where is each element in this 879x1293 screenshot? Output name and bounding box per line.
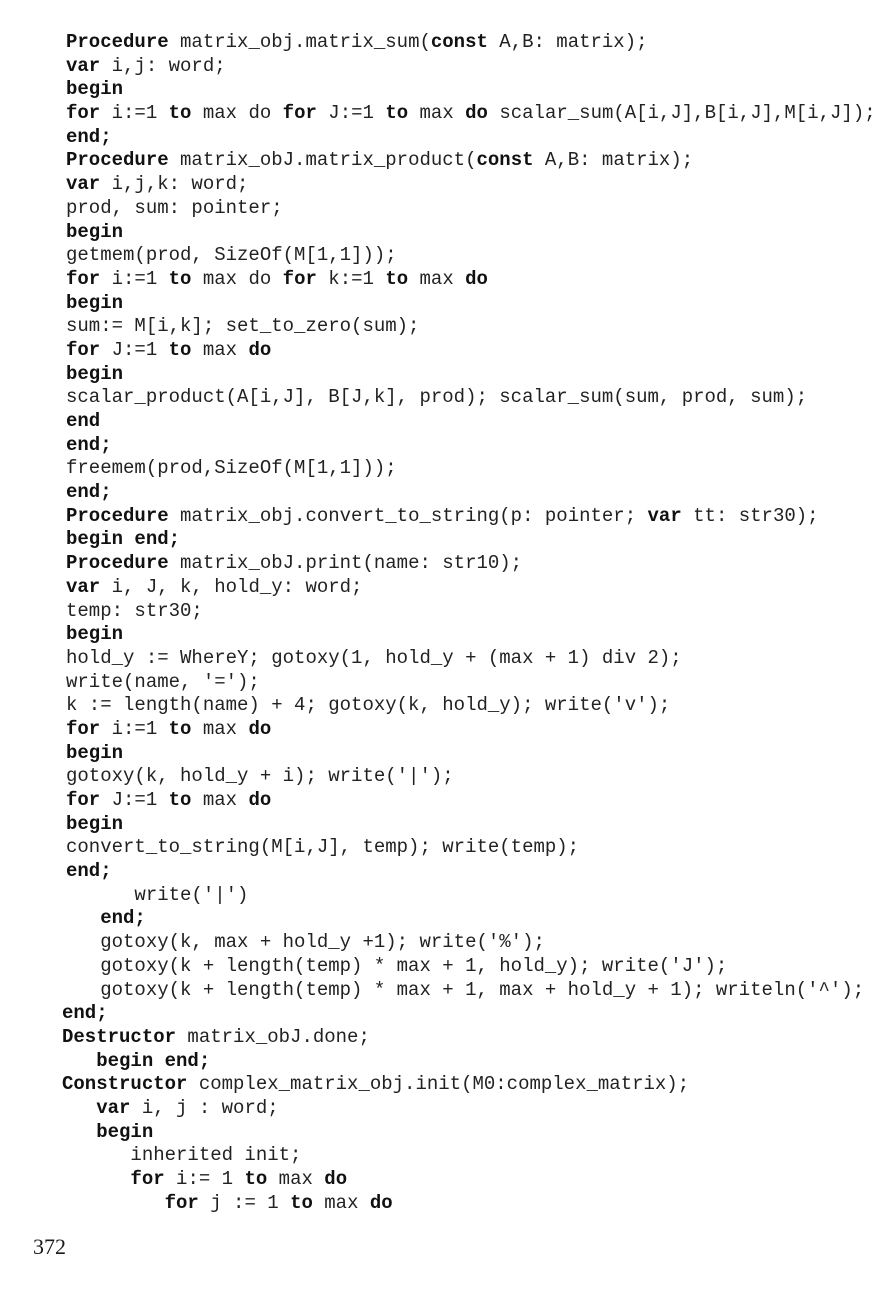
code-line	[0, 363, 879, 387]
code-text: k := length(name) + 4; gotoxy(k, hold_y); write('v');	[66, 694, 671, 717]
code-keyword: to	[168, 267, 192, 290]
code-text: i, j : word;	[130, 1096, 279, 1119]
code-keyword: end;	[66, 433, 112, 456]
code-text: max do	[191, 267, 283, 290]
code-text: max	[408, 267, 466, 290]
code-line	[0, 315, 879, 339]
code-line	[0, 481, 879, 505]
code-line	[0, 931, 879, 955]
code-keyword: begin	[66, 291, 124, 314]
code-text: J:=1	[100, 789, 169, 811]
code-keyword: end;	[66, 125, 112, 148]
code-line	[0, 836, 879, 860]
code-text: i:=1	[100, 267, 169, 290]
code-text	[62, 1121, 96, 1143]
code-text: gotoxy(k + length(temp) * max + 1, max + hold_y + 1); writeln('^');	[66, 978, 865, 1001]
code-keyword: to	[385, 102, 409, 125]
code-text: J:=1	[316, 102, 386, 125]
code-text	[66, 907, 100, 929]
code-text: j := 1	[198, 1191, 291, 1214]
code-text: i, J, k, hold_y: word;	[100, 575, 363, 598]
code-keyword: begin	[66, 362, 124, 385]
code-keyword: end;	[66, 860, 112, 883]
code-line	[0, 1073, 879, 1097]
code-text: freemem(prod,SizeOf(M[1,1]));	[66, 457, 397, 480]
code-keyword: var	[96, 1096, 131, 1119]
code-keyword: Procedure	[66, 149, 169, 172]
code-line	[0, 955, 879, 979]
code-text: max	[191, 717, 249, 740]
code-text: scalar_product(A[i,J], B[J,k], prod); scalar_sum(sum, prod, sum);	[66, 386, 808, 409]
page-number: 372	[33, 1234, 66, 1259]
code-keyword: const	[430, 31, 488, 53]
code-line	[0, 860, 879, 884]
code-keyword: for	[66, 338, 101, 361]
code-keyword: do	[465, 102, 488, 125]
code-keyword: for	[66, 102, 101, 125]
code-keyword: begin end;	[66, 528, 181, 551]
code-keyword: to	[168, 717, 192, 740]
code-keyword: var	[66, 575, 101, 598]
code-keyword: begin	[66, 220, 124, 243]
code-keyword: do	[248, 717, 272, 740]
code-text: max	[267, 1168, 325, 1190]
code-keyword: do	[248, 789, 272, 811]
code-line	[0, 1097, 879, 1121]
code-line	[0, 221, 879, 245]
code-text: i:= 1	[164, 1168, 245, 1190]
code-keyword: Destructor	[62, 1025, 177, 1048]
code-text: matrix_obJ.matrix_product(	[168, 149, 477, 172]
code-keyword: for	[282, 102, 317, 125]
code-keyword: var	[66, 173, 101, 196]
code-line	[0, 647, 879, 671]
code-line	[0, 1002, 879, 1026]
code-keyword: begin end;	[96, 1049, 211, 1072]
code-keyword: var	[647, 504, 682, 527]
code-text: prod, sum: pointer;	[66, 196, 283, 219]
code-line	[0, 102, 879, 126]
code-line	[0, 149, 879, 173]
code-line	[0, 292, 879, 316]
code-keyword: var	[66, 54, 101, 77]
code-text: i:=1	[100, 102, 169, 125]
code-text: max	[408, 102, 466, 125]
code-text: max	[191, 789, 249, 811]
code-line	[0, 31, 879, 55]
code-keyword: to	[168, 789, 192, 811]
code-keyword: Procedure	[66, 504, 169, 527]
code-line	[0, 244, 879, 268]
code-keyword: Procedure	[66, 552, 169, 575]
code-keyword: Procedure	[66, 31, 169, 53]
code-text: hold_y := WhereY; gotoxy(1, hold_y + (max + 1) div 2);	[66, 646, 682, 669]
code-line	[0, 339, 879, 363]
code-listing	[0, 31, 879, 1215]
code-line	[0, 434, 879, 458]
code-text: convert_to_string(M[i,J], temp); write(temp);	[66, 836, 580, 859]
code-text: write('|')	[66, 883, 249, 906]
code-line	[0, 907, 879, 931]
code-line	[0, 623, 879, 647]
code-keyword: end;	[66, 481, 112, 504]
code-line	[0, 410, 879, 434]
code-text	[62, 1192, 165, 1214]
code-line	[0, 1144, 879, 1168]
code-line	[0, 694, 879, 718]
code-line	[0, 197, 879, 221]
code-text: tt: str30);	[681, 504, 819, 527]
code-text: temp: str30;	[66, 599, 203, 622]
code-line	[0, 386, 879, 410]
code-keyword: for	[66, 267, 101, 290]
code-keyword: do	[369, 1191, 393, 1214]
code-keyword: for	[66, 789, 101, 811]
code-line	[0, 528, 879, 552]
code-line	[0, 576, 879, 600]
code-line	[0, 552, 879, 576]
code-text: complex_matrix_obj.init(M0:complex_matrix);	[187, 1073, 690, 1096]
code-line	[0, 813, 879, 837]
code-text	[62, 1097, 96, 1119]
code-line	[0, 979, 879, 1003]
code-text: matrix_obJ.done;	[176, 1025, 370, 1048]
code-text	[62, 1050, 96, 1072]
code-line	[0, 173, 879, 197]
code-text: scalar_sum(A[i,J],B[i,J],M[i,J]);	[487, 102, 876, 125]
code-keyword: for	[66, 717, 101, 740]
code-line	[0, 505, 879, 529]
code-keyword: to	[168, 338, 192, 361]
code-line	[0, 55, 879, 79]
code-line	[0, 1192, 879, 1216]
code-keyword: begin	[66, 78, 124, 101]
code-line	[0, 1121, 879, 1145]
code-text: getmem(prod, SizeOf(M[1,1]));	[66, 244, 397, 267]
code-text: i,j: word;	[100, 54, 226, 77]
code-keyword: end;	[100, 907, 146, 930]
code-keyword: to	[385, 267, 409, 290]
code-keyword: const	[476, 149, 534, 172]
code-text: matrix_obj.convert_to_string(p: pointer;	[168, 504, 648, 527]
code-text: A,B: matrix);	[487, 31, 648, 53]
code-text: sum:= M[i,k]; set_to_zero(sum);	[66, 315, 420, 338]
code-line	[0, 742, 879, 766]
code-keyword: to	[168, 102, 192, 125]
code-text: max do	[191, 102, 283, 125]
code-keyword: for	[130, 1168, 165, 1190]
code-text: matrix_obJ.print(name: str10);	[168, 552, 523, 575]
code-text: gotoxy(k, hold_y + i); write('|');	[66, 765, 454, 788]
code-keyword: do	[465, 267, 488, 290]
code-text: A,B: matrix);	[533, 149, 694, 172]
code-line	[0, 126, 879, 150]
code-text: inherited init;	[62, 1144, 302, 1167]
code-text: gotoxy(k, max + hold_y +1); write('%');	[66, 931, 545, 954]
code-keyword: end	[66, 410, 101, 432]
code-line	[0, 268, 879, 292]
code-line	[0, 600, 879, 624]
code-line	[0, 457, 879, 481]
code-text	[62, 1168, 130, 1190]
code-text: matrix_obj.matrix_sum(	[168, 31, 431, 53]
code-text: gotoxy(k + length(temp) * max + 1, hold_y); write('J');	[66, 954, 728, 977]
code-keyword: do	[248, 338, 272, 361]
code-line	[0, 1168, 879, 1192]
code-line	[0, 765, 879, 789]
code-keyword: begin	[66, 623, 124, 646]
code-line	[0, 78, 879, 102]
code-line	[0, 1026, 879, 1050]
code-keyword: to	[290, 1191, 313, 1214]
code-text: max	[312, 1191, 370, 1214]
code-keyword: for	[164, 1191, 199, 1214]
code-line	[0, 884, 879, 908]
code-keyword: end;	[62, 1002, 108, 1025]
code-text: write(name, '=');	[66, 670, 260, 693]
code-text: k:=1	[316, 267, 386, 290]
code-keyword: do	[324, 1168, 348, 1190]
code-text: max	[191, 338, 249, 361]
code-line	[0, 671, 879, 695]
code-keyword: to	[244, 1168, 268, 1190]
code-text: i:=1	[100, 717, 169, 740]
code-keyword: for	[282, 267, 317, 290]
code-line	[0, 1050, 879, 1074]
code-keyword: begin	[66, 812, 124, 835]
code-keyword: begin	[96, 1120, 154, 1143]
code-line	[0, 789, 879, 813]
code-keyword: begin	[66, 741, 124, 764]
code-text: J:=1	[100, 338, 169, 361]
code-line	[0, 718, 879, 742]
code-text: i,j,k: word;	[100, 173, 249, 196]
code-keyword: Constructor	[62, 1073, 188, 1096]
